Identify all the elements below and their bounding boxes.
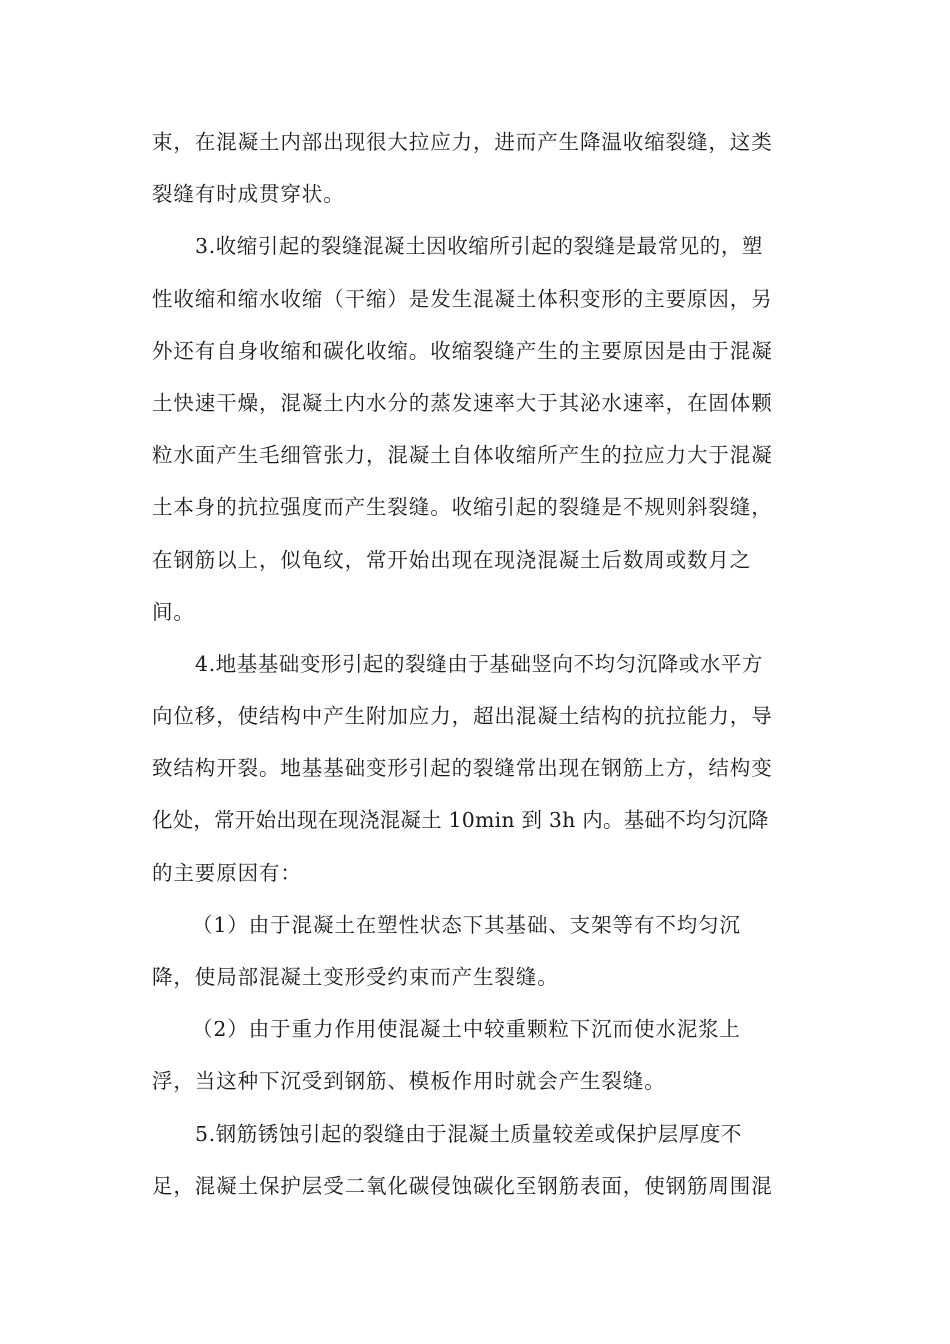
- text-line: 4.地基基础变形引起的裂缝由于基础竖向不均匀沉降或水平方: [195, 651, 763, 676]
- paragraph-rebar-corrosion-cracks: [152, 1108, 804, 1212]
- text-line: 土快速干燥，混凝土内水分的蒸发速率大于其泌水速率，在固体颗: [152, 390, 773, 415]
- text-line: 束，在混凝土内部出现很大拉应力，进而产生降温收缩裂缝，这类: [152, 130, 773, 154]
- text-line: 裂缝有时成贯穿状。: [152, 182, 345, 207]
- text-line: 在钢筋以上，似龟纹，常开始出现在现浇混凝土后数周或数月之: [152, 547, 752, 572]
- text-line: （2）由于重力作用使混凝土中较重颗粒下沉而使水泥浆上: [192, 1017, 741, 1042]
- paragraph-foundation-cracks: [152, 638, 804, 899]
- body-text: [152, 116, 804, 1212]
- text-line: 间。: [152, 599, 195, 624]
- text-line: 降，使局部混凝土变形受约束而产生裂缝。: [152, 965, 559, 989]
- text-line: 5.钢筋锈蚀引起的裂缝由于混凝土质量较差或保护层厚度不: [195, 1121, 742, 1146]
- paragraph-item-1: [152, 899, 804, 1003]
- text-line: 3.收缩引起的裂缝混凝土因收缩所引起的裂缝是最常见的，塑: [195, 234, 763, 259]
- text-line: 土本身的抗拉强度而产生裂缝。收缩引起的裂缝是不规则斜裂缝，: [152, 495, 773, 520]
- text-line: 向位移，使结构中产生附加应力，超出混凝土结构的抗拉能力，导: [152, 704, 773, 729]
- text-line: 粒水面产生毛细管张力，混凝土自体收缩所产生的拉应力大于混凝: [152, 443, 773, 468]
- paragraph-shrinkage-cracks: [152, 220, 804, 638]
- paragraph-item-2: [152, 1003, 804, 1107]
- text-line: 外还有自身收缩和碳化收缩。收缩裂缝产生的主要原因是由于混凝: [152, 338, 773, 363]
- text-line: 的主要原因有：: [152, 860, 302, 885]
- text-line: 致结构开裂。地基基础变形引起的裂缝常出现在钢筋上方，结构变: [152, 756, 773, 781]
- text-line: 足，混凝土保护层受二氧化碳侵蚀碳化至钢筋表面，使钢筋周围混: [152, 1173, 773, 1198]
- text-line: 浮，当这种下沉受到钢筋、模板作用时就会产生裂缝。: [152, 1069, 666, 1094]
- text-line: （1）由于混凝土在塑性状态下其基础、支架等有不均匀沉: [192, 912, 741, 937]
- text-line: 性收缩和缩水收缩（干缩）是发生混凝土体积变形的主要原因，另: [152, 286, 773, 311]
- text-line: 化处，常开始出现在现浇混凝土 10min 到 3h 内。基础不均匀沉降: [152, 808, 769, 833]
- paragraph-continued: [152, 116, 804, 220]
